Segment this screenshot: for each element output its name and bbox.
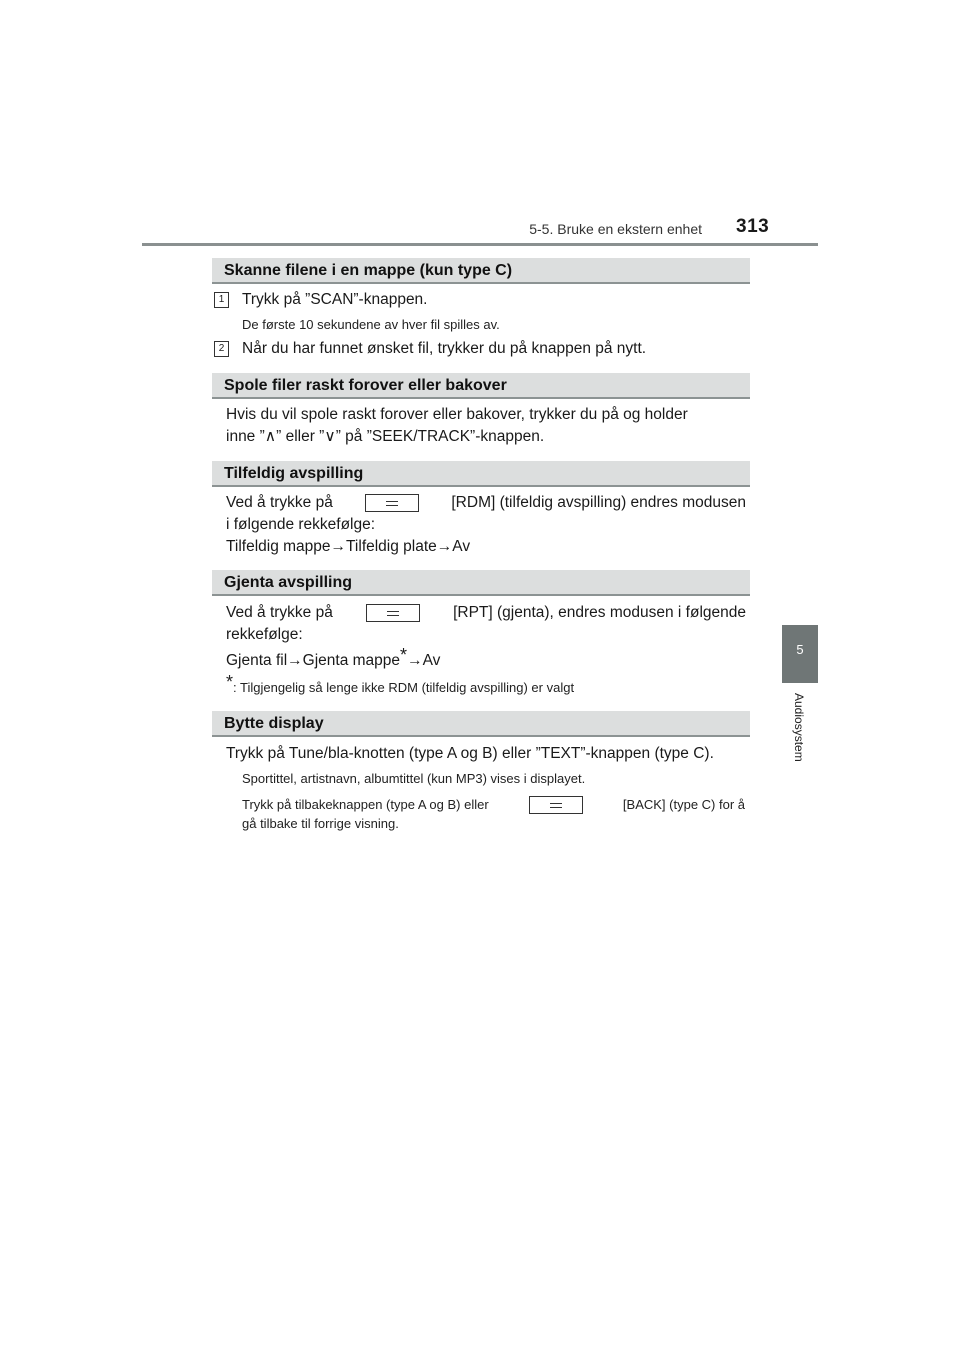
random-line-3: Tilfeldig mappe→Tilfeldig plate→Av [226, 538, 471, 555]
footnote-asterisk: * [226, 672, 234, 692]
section-title-random: Tilfeldig avspilling [224, 465, 364, 482]
section-title-display: Bytte display [224, 715, 324, 732]
step-1-text: Trykk på ”SCAN”-knappen. [242, 291, 428, 308]
chapter-label-container [784, 693, 816, 783]
section-heading-repeat [212, 570, 750, 596]
display-note-1: Sportittel, artistnavn, albumtittel (kun MP3) vises i displayet. [242, 771, 586, 786]
step-number-2: 2 [214, 341, 229, 357]
random-line-1-post: [RDM] (tilfeldig avspilling) endres modusen [451, 494, 746, 511]
page-number: 313 [736, 216, 770, 237]
repeat-line-1-post: [RPT] (gjenta), endres modusen i følgende [453, 604, 746, 621]
repeat-line-1 [226, 602, 746, 624]
random-line-1 [226, 492, 746, 514]
display-line-1: Trykk på Tune/bla-knotten (type A og B) eller ”TEXT”-knappen (type C). [226, 745, 714, 762]
footnote [226, 672, 575, 697]
back-button-icon [529, 796, 583, 814]
header-section-title: 5-5. Bruke en ekstern enhet [529, 221, 702, 237]
chapter-tab: 5 [782, 625, 818, 683]
section-title-fast: Spole filer raskt forover eller bakover [224, 377, 507, 394]
repeat-line-3 [226, 645, 441, 672]
chapter-label: Audiosystem [792, 693, 806, 762]
asterisk-marker: * [400, 645, 408, 665]
footnote-text: : Tilgjengelig så lenge ikke RDM (tilfeldig avspilling) er valgt [233, 680, 575, 695]
display-note-2-line-2: gå tilbake til forrige visning. [242, 816, 399, 831]
section-heading-display [212, 711, 750, 737]
random-line-2: i følgende rekkefølge: [226, 516, 376, 533]
repeat-line-1-pre: Ved å trykke på [226, 604, 333, 621]
step-number-1: 1 [214, 292, 229, 308]
fast-line-2: inne ”∧” eller ”∨” på ”SEEK/TRACK”-knappen. [226, 428, 545, 445]
section-title-scan: Skanne filene i en mappe (kun type C) [224, 262, 513, 279]
random-line-1-pre: Ved å trykke på [226, 494, 333, 511]
display-note-2-post: [BACK] (type C) for å [622, 797, 745, 812]
step-1-note: De første 10 sekundene av hver fil spilles av. [242, 317, 500, 332]
section-title-repeat: Gjenta avspilling [224, 574, 353, 591]
display-note-2-pre: Trykk på tilbakeknappen (type A og B) eller [242, 797, 489, 812]
section-heading-fast [212, 373, 750, 399]
repeat-line-2: rekkefølge: [226, 626, 303, 643]
repeat-line-3-b: →Av [407, 652, 441, 669]
rpt-button-icon [366, 604, 420, 622]
repeat-line-3-a: Gjenta fil→Gjenta mappe [226, 652, 401, 669]
section-heading-random [212, 461, 750, 487]
fast-line-1: Hvis du vil spole raskt forover eller bakover, trykker du på og holder [226, 406, 688, 423]
step-2-text: Når du har funnet ønsket fil, trykker du på knappen på nytt. [242, 340, 647, 357]
header-rule [142, 243, 818, 246]
section-heading-scan [212, 258, 750, 284]
display-note-2 [242, 796, 745, 814]
rdm-button-icon [365, 494, 419, 512]
